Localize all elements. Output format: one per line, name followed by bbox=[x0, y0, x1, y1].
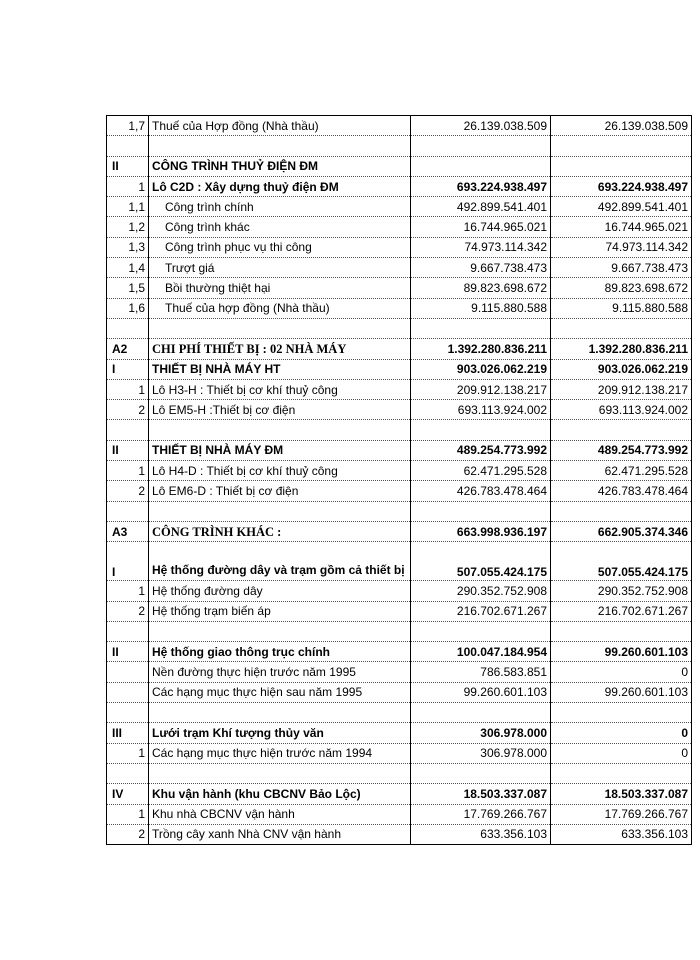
row-number-cell: 2 bbox=[107, 481, 149, 501]
row-number-cell: 1 bbox=[107, 804, 149, 824]
value-column-1-cell: 26.139.038.509 bbox=[411, 116, 551, 136]
table-row bbox=[107, 461, 692, 481]
value-column-2-cell: 0 bbox=[551, 723, 692, 743]
row-number-cell: 1 bbox=[107, 581, 149, 601]
item-name-cell bbox=[149, 621, 411, 641]
table-row bbox=[107, 339, 692, 359]
item-name-cell bbox=[149, 420, 411, 440]
value-column-2-cell bbox=[551, 501, 692, 521]
value-column-1-cell: 306.978.000 bbox=[411, 743, 551, 763]
value-column-2-cell: 903.026.062.219 bbox=[551, 359, 692, 379]
table-row bbox=[107, 743, 692, 763]
budget-table-body bbox=[107, 116, 692, 845]
item-name-cell: Trượt giá bbox=[149, 258, 411, 278]
value-column-1-cell bbox=[411, 318, 551, 338]
value-column-2-cell bbox=[551, 763, 692, 783]
table-row bbox=[107, 156, 692, 176]
value-column-1-cell: 426.783.478.464 bbox=[411, 481, 551, 501]
value-column-2-cell: 1.392.280.836.211 bbox=[551, 339, 692, 359]
item-name-cell: Công trình chính bbox=[149, 197, 411, 217]
spacer-row bbox=[107, 420, 692, 440]
value-column-1-cell: 507.055.424.175 bbox=[411, 542, 551, 581]
item-name-cell: CHI PHÍ THIẾT BỊ : 02 NHÀ MÁY bbox=[149, 339, 411, 359]
item-name-cell: Lô H4-D : Thiết bị cơ khí thuỷ công bbox=[149, 461, 411, 481]
table-row bbox=[107, 581, 692, 601]
value-column-2-cell: 209.912.138.217 bbox=[551, 379, 692, 399]
value-column-2-cell: 633.356.103 bbox=[551, 824, 692, 844]
item-name-cell: Lưới trạm Khí tượng thủy văn bbox=[149, 723, 411, 743]
value-column-2-cell: 693.224.938.497 bbox=[551, 176, 692, 196]
table-row bbox=[107, 521, 692, 541]
row-number-cell: II bbox=[107, 642, 149, 662]
item-name-cell: Lô EM5-H :Thiết bị cơ điện bbox=[149, 400, 411, 420]
value-column-2-cell bbox=[551, 703, 692, 723]
table-row bbox=[107, 542, 692, 581]
value-column-2-cell: 426.783.478.464 bbox=[551, 481, 692, 501]
item-name-cell: Khu nhà CBCNV vận hành bbox=[149, 804, 411, 824]
table-row bbox=[107, 237, 692, 257]
value-column-2-cell: 489.254.773.992 bbox=[551, 440, 692, 460]
item-name-cell: Lô H3-H : Thiết bị cơ khí thuỷ công bbox=[149, 379, 411, 399]
spacer-row bbox=[107, 703, 692, 723]
row-number-cell bbox=[107, 703, 149, 723]
value-column-1-cell bbox=[411, 703, 551, 723]
item-name-cell: Hệ thống đường dây bbox=[149, 581, 411, 601]
item-name-cell: THIẾT BỊ NHÀ MÁY ĐM bbox=[149, 440, 411, 460]
spacer-row bbox=[107, 136, 692, 156]
item-name-cell: Công trình khác bbox=[149, 217, 411, 237]
table-row bbox=[107, 723, 692, 743]
spacer-row bbox=[107, 763, 692, 783]
row-number-cell: 1 bbox=[107, 743, 149, 763]
spacer-row bbox=[107, 621, 692, 641]
table-row bbox=[107, 662, 692, 682]
table-row bbox=[107, 176, 692, 196]
budget-table bbox=[106, 115, 692, 845]
value-column-1-cell bbox=[411, 763, 551, 783]
row-number-cell: IV bbox=[107, 784, 149, 804]
row-number-cell bbox=[107, 136, 149, 156]
value-column-1-cell: 209.912.138.217 bbox=[411, 379, 551, 399]
row-number-cell: 1,6 bbox=[107, 298, 149, 318]
value-column-2-cell: 662.905.374.346 bbox=[551, 521, 692, 541]
table-row bbox=[107, 116, 692, 136]
item-name-cell: Hệ thống trạm biến áp bbox=[149, 601, 411, 621]
item-name-cell: Lô EM6-D : Thiết bị cơ điện bbox=[149, 481, 411, 501]
item-name-cell: Khu vận hành (khu CBCNV Bảo Lộc) bbox=[149, 784, 411, 804]
row-number-cell: A3 bbox=[107, 521, 149, 541]
value-column-1-cell: 492.899.541.401 bbox=[411, 197, 551, 217]
table-row bbox=[107, 642, 692, 662]
table-row bbox=[107, 298, 692, 318]
row-number-cell: A2 bbox=[107, 339, 149, 359]
value-column-2-cell: 507.055.424.175 bbox=[551, 542, 692, 581]
row-number-cell: I bbox=[107, 359, 149, 379]
table-row bbox=[107, 258, 692, 278]
row-number-cell: II bbox=[107, 440, 149, 460]
table-row bbox=[107, 217, 692, 237]
value-column-2-cell: 9.667.738.473 bbox=[551, 258, 692, 278]
row-number-cell bbox=[107, 501, 149, 521]
row-number-cell: 1 bbox=[107, 379, 149, 399]
value-column-2-cell: 216.702.671.267 bbox=[551, 601, 692, 621]
table-row bbox=[107, 804, 692, 824]
value-column-2-cell: 99.260.601.103 bbox=[551, 682, 692, 702]
value-column-1-cell: 89.823.698.672 bbox=[411, 278, 551, 298]
row-number-cell: I bbox=[107, 542, 149, 581]
value-column-2-cell: 74.973.114.342 bbox=[551, 237, 692, 257]
value-column-1-cell: 216.702.671.267 bbox=[411, 601, 551, 621]
value-column-2-cell: 0 bbox=[551, 743, 692, 763]
value-column-2-cell bbox=[551, 318, 692, 338]
value-column-2-cell bbox=[551, 621, 692, 641]
item-name-cell bbox=[149, 501, 411, 521]
item-name-cell: CÔNG TRÌNH THUỶ ĐIỆN ĐM bbox=[149, 156, 411, 176]
value-column-2-cell: 290.352.752.908 bbox=[551, 581, 692, 601]
value-column-1-cell: 663.998.936.197 bbox=[411, 521, 551, 541]
item-name-cell bbox=[149, 763, 411, 783]
value-column-1-cell bbox=[411, 420, 551, 440]
row-number-cell: 1,5 bbox=[107, 278, 149, 298]
item-name-cell: Thuế của hợp đồng (Nhà thầu) bbox=[149, 298, 411, 318]
value-column-2-cell: 89.823.698.672 bbox=[551, 278, 692, 298]
item-name-cell: CÔNG TRÌNH KHÁC : bbox=[149, 521, 411, 541]
value-column-2-cell: 693.113.924.002 bbox=[551, 400, 692, 420]
item-name-cell: Lô C2D : Xây dựng thuỷ điện ĐM bbox=[149, 176, 411, 196]
row-number-cell: 1,4 bbox=[107, 258, 149, 278]
value-column-1-cell: 9.667.738.473 bbox=[411, 258, 551, 278]
row-number-cell: 1,3 bbox=[107, 237, 149, 257]
value-column-2-cell: 0 bbox=[551, 662, 692, 682]
value-column-2-cell: 9.115.880.588 bbox=[551, 298, 692, 318]
item-name-cell bbox=[149, 318, 411, 338]
table-row bbox=[107, 601, 692, 621]
item-name-cell: Nền đường thực hiện trước năm 1995 bbox=[149, 662, 411, 682]
item-name-cell: Thuế của Hợp đồng (Nhà thầu) bbox=[149, 116, 411, 136]
row-number-cell: 2 bbox=[107, 601, 149, 621]
value-column-1-cell: 306.978.000 bbox=[411, 723, 551, 743]
value-column-1-cell: 290.352.752.908 bbox=[411, 581, 551, 601]
item-name-cell: Bồi thường thiệt hại bbox=[149, 278, 411, 298]
item-name-cell: Các hạng mục thực hiện sau năm 1995 bbox=[149, 682, 411, 702]
table-row bbox=[107, 359, 692, 379]
row-number-cell: 1,2 bbox=[107, 217, 149, 237]
row-number-cell: 1 bbox=[107, 461, 149, 481]
item-name-cell: Hệ thống đường dây và trạm gồm cả thiết bị bbox=[149, 542, 411, 581]
item-name-cell: THIẾT BỊ NHÀ MÁY HT bbox=[149, 359, 411, 379]
row-number-cell bbox=[107, 682, 149, 702]
table-row bbox=[107, 197, 692, 217]
row-number-cell: III bbox=[107, 723, 149, 743]
value-column-2-cell: 26.139.038.509 bbox=[551, 116, 692, 136]
table-row bbox=[107, 824, 692, 844]
value-column-1-cell: 786.583.851 bbox=[411, 662, 551, 682]
table-row bbox=[107, 682, 692, 702]
row-number-cell bbox=[107, 763, 149, 783]
item-name-cell bbox=[149, 703, 411, 723]
row-number-cell: II bbox=[107, 156, 149, 176]
table-row bbox=[107, 400, 692, 420]
table-row bbox=[107, 278, 692, 298]
item-name-cell: Hệ thống giao thông trục chính bbox=[149, 642, 411, 662]
value-column-1-cell bbox=[411, 501, 551, 521]
row-number-cell bbox=[107, 662, 149, 682]
value-column-1-cell: 489.254.773.992 bbox=[411, 440, 551, 460]
value-column-1-cell: 100.047.184.954 bbox=[411, 642, 551, 662]
value-column-1-cell: 74.973.114.342 bbox=[411, 237, 551, 257]
spacer-row bbox=[107, 318, 692, 338]
value-column-2-cell bbox=[551, 420, 692, 440]
row-number-cell bbox=[107, 318, 149, 338]
value-column-1-cell: 633.356.103 bbox=[411, 824, 551, 844]
value-column-2-cell: 16.744.965.021 bbox=[551, 217, 692, 237]
row-number-cell: 2 bbox=[107, 400, 149, 420]
value-column-1-cell bbox=[411, 136, 551, 156]
table-row bbox=[107, 784, 692, 804]
value-column-1-cell: 9.115.880.588 bbox=[411, 298, 551, 318]
value-column-1-cell bbox=[411, 621, 551, 641]
value-column-2-cell: 18.503.337.087 bbox=[551, 784, 692, 804]
value-column-2-cell bbox=[551, 156, 692, 176]
row-number-cell bbox=[107, 621, 149, 641]
item-name-cell: Trồng cây xanh Nhà CNV vận hành bbox=[149, 824, 411, 844]
value-column-1-cell: 16.744.965.021 bbox=[411, 217, 551, 237]
value-column-1-cell: 1.392.280.836.211 bbox=[411, 339, 551, 359]
value-column-1-cell: 62.471.295.528 bbox=[411, 461, 551, 481]
item-name-cell: Các hạng mục thực hiện trước năm 1994 bbox=[149, 743, 411, 763]
value-column-1-cell: 903.026.062.219 bbox=[411, 359, 551, 379]
item-name-cell: Công trình phục vụ thi công bbox=[149, 237, 411, 257]
value-column-2-cell: 492.899.541.401 bbox=[551, 197, 692, 217]
value-column-1-cell: 18.503.337.087 bbox=[411, 784, 551, 804]
value-column-1-cell: 99.260.601.103 bbox=[411, 682, 551, 702]
row-number-cell bbox=[107, 420, 149, 440]
value-column-1-cell: 693.113.924.002 bbox=[411, 400, 551, 420]
row-number-cell: 1 bbox=[107, 176, 149, 196]
row-number-cell: 1,7 bbox=[107, 116, 149, 136]
value-column-2-cell: 99.260.601.103 bbox=[551, 642, 692, 662]
value-column-2-cell: 17.769.266.767 bbox=[551, 804, 692, 824]
row-number-cell: 2 bbox=[107, 824, 149, 844]
table-row bbox=[107, 440, 692, 460]
item-name-cell bbox=[149, 136, 411, 156]
value-column-1-cell bbox=[411, 156, 551, 176]
value-column-2-cell: 62.471.295.528 bbox=[551, 461, 692, 481]
row-number-cell: 1,1 bbox=[107, 197, 149, 217]
table-row bbox=[107, 379, 692, 399]
value-column-1-cell: 693.224.938.497 bbox=[411, 176, 551, 196]
value-column-1-cell: 17.769.266.767 bbox=[411, 804, 551, 824]
spacer-row bbox=[107, 501, 692, 521]
table-row bbox=[107, 481, 692, 501]
value-column-2-cell bbox=[551, 136, 692, 156]
